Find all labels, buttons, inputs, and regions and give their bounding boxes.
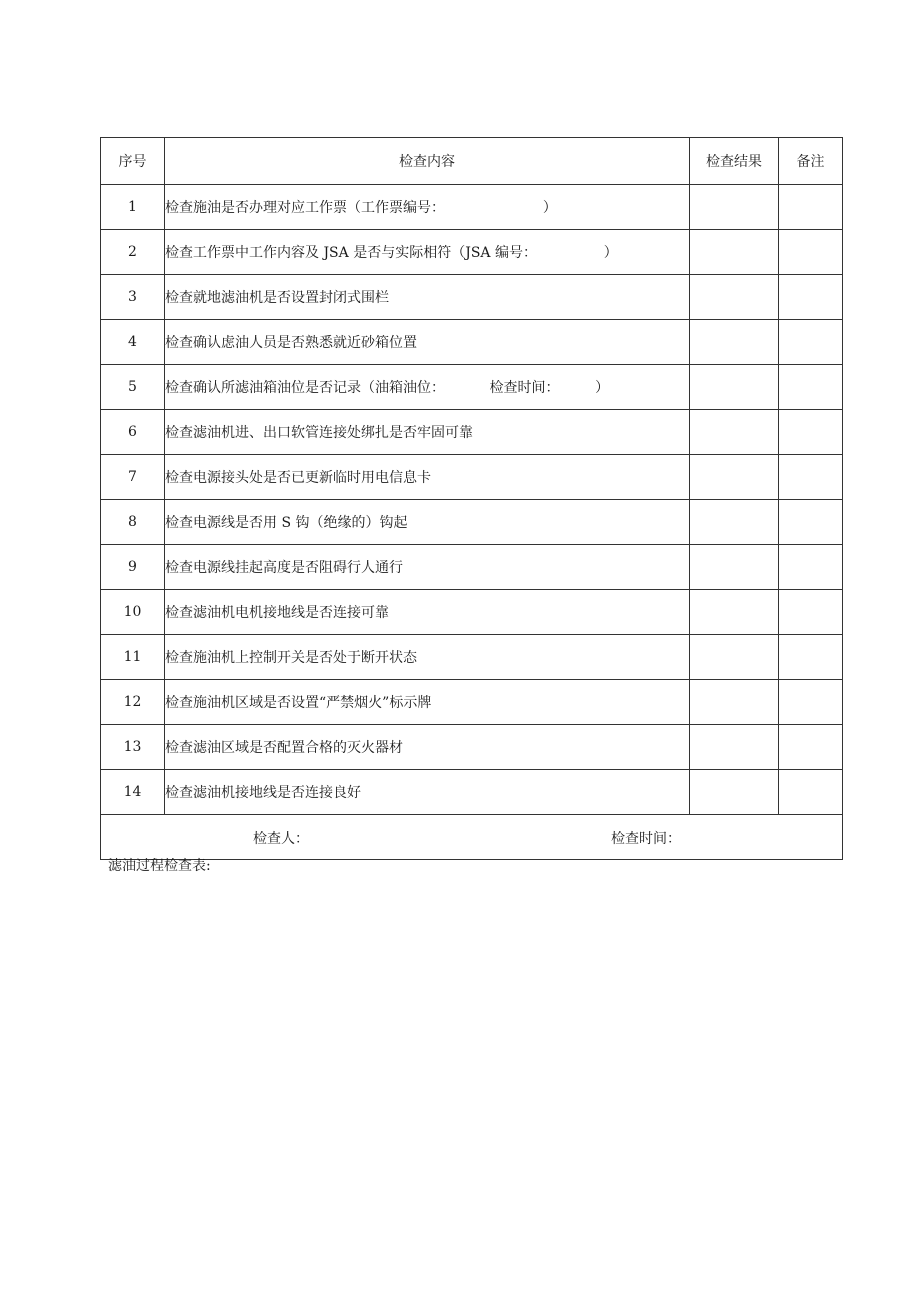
row-number: 1 (101, 185, 165, 230)
table-row (101, 635, 843, 680)
row-number: 12 (101, 680, 165, 725)
table-row (101, 500, 843, 545)
row-number: 8 (101, 500, 165, 545)
row-number: 5 (101, 365, 165, 410)
row-result-cell[interactable] (690, 635, 779, 680)
row-content: 检查确认所滤油箱油位是否记录（油箱油位： 检查时间： ） (165, 365, 690, 410)
row-result-cell[interactable] (690, 410, 779, 455)
header-no: 序号 (101, 138, 165, 185)
table-row (101, 770, 843, 815)
table-row (101, 320, 843, 365)
header-content: 检查内容 (165, 138, 690, 185)
row-content: 检查施油机上控制开关是否处于断开状态 (165, 635, 690, 680)
inspection-time-label: 检查时间： (611, 831, 681, 847)
row-number: 9 (101, 545, 165, 590)
table-row (101, 455, 843, 500)
table-row (101, 365, 843, 410)
row-note-cell[interactable] (779, 635, 843, 680)
table-row (101, 545, 843, 590)
row-note-cell[interactable] (779, 545, 843, 590)
row-result-cell[interactable] (690, 590, 779, 635)
row-content: 检查滤油机进、出口软管连接处绑扎是否牢固可靠 (165, 410, 690, 455)
row-content: 检查确认虑油人员是否熟悉就近砂箱位置 (165, 320, 690, 365)
row-result-cell[interactable] (690, 230, 779, 275)
row-note-cell[interactable] (779, 590, 843, 635)
table-row (101, 230, 843, 275)
row-note-cell[interactable] (779, 185, 843, 230)
row-result-cell[interactable] (690, 320, 779, 365)
row-content: 检查就地滤油机是否设置封闭式围栏 (165, 275, 690, 320)
table-row (101, 410, 843, 455)
row-number: 7 (101, 455, 165, 500)
row-note-cell[interactable] (779, 275, 843, 320)
row-note-cell[interactable] (779, 320, 843, 365)
row-number: 2 (101, 230, 165, 275)
row-content: 检查工作票中工作内容及 JSA 是否与实际相符（JSA 编号： ） (165, 230, 690, 275)
row-note-cell[interactable] (779, 230, 843, 275)
table-row (101, 680, 843, 725)
row-number: 10 (101, 590, 165, 635)
signature-cell (101, 815, 843, 860)
row-result-cell[interactable] (690, 365, 779, 410)
table-caption: 滤油过程检查表: (108, 858, 211, 874)
row-number: 6 (101, 410, 165, 455)
table-row (101, 590, 843, 635)
row-note-cell[interactable] (779, 770, 843, 815)
row-result-cell[interactable] (690, 185, 779, 230)
row-result-cell[interactable] (690, 770, 779, 815)
row-result-cell[interactable] (690, 545, 779, 590)
row-content: 检查电源线是否用 S 钩（绝缘的）钩起 (165, 500, 690, 545)
row-number: 14 (101, 770, 165, 815)
row-result-cell[interactable] (690, 275, 779, 320)
row-note-cell[interactable] (779, 725, 843, 770)
row-note-cell[interactable] (779, 680, 843, 725)
table-row (101, 725, 843, 770)
inspection-table (100, 137, 843, 860)
table-header-row (101, 138, 843, 185)
row-number: 3 (101, 275, 165, 320)
header-note: 备注 (779, 138, 843, 185)
row-content: 检查滤油机接地线是否连接良好 (165, 770, 690, 815)
header-result: 检查结果 (690, 138, 779, 185)
row-note-cell[interactable] (779, 410, 843, 455)
row-result-cell[interactable] (690, 455, 779, 500)
table-footer-row (101, 815, 843, 860)
row-number: 13 (101, 725, 165, 770)
row-content: 检查电源接头处是否已更新临时用电信息卡 (165, 455, 690, 500)
row-result-cell[interactable] (690, 680, 779, 725)
row-content: 检查滤油机电机接地线是否连接可靠 (165, 590, 690, 635)
row-content: 检查施油是否办理对应工作票（工作票编号： ） (165, 185, 690, 230)
row-note-cell[interactable] (779, 455, 843, 500)
row-note-cell[interactable] (779, 500, 843, 545)
table-row (101, 275, 843, 320)
table-row (101, 185, 843, 230)
row-result-cell[interactable] (690, 500, 779, 545)
inspector-label: 检查人： (253, 831, 309, 847)
row-note-cell[interactable] (779, 365, 843, 410)
row-number: 11 (101, 635, 165, 680)
row-content: 检查滤油区域是否配置合格的灭火器材 (165, 725, 690, 770)
row-result-cell[interactable] (690, 725, 779, 770)
table-body (101, 185, 843, 815)
row-content: 检查电源线挂起高度是否阻碍行人通行 (165, 545, 690, 590)
row-number: 4 (101, 320, 165, 365)
row-content: 检查施油机区域是否设置“严禁烟火”标示牌 (165, 680, 690, 725)
